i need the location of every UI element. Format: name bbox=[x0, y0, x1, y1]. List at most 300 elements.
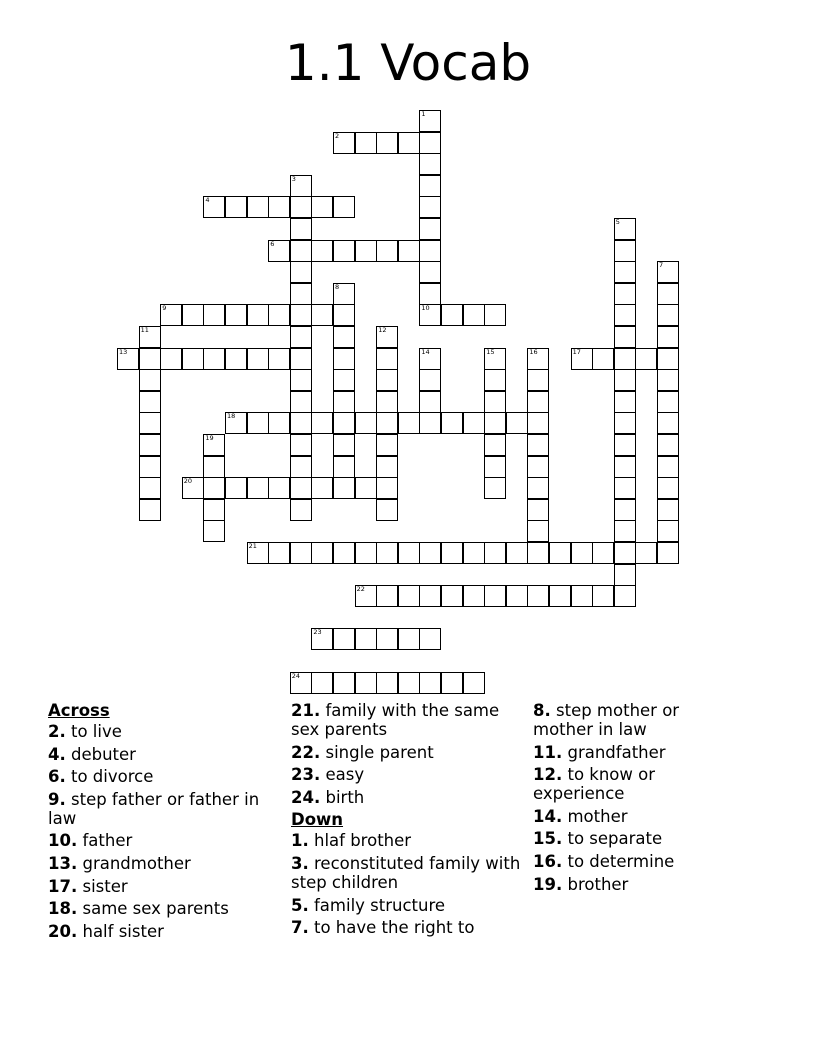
crossword-cell[interactable] bbox=[376, 585, 398, 607]
crossword-cell[interactable] bbox=[355, 412, 377, 434]
clue-item-number: 4. bbox=[48, 744, 66, 764]
crossword-cell[interactable] bbox=[333, 434, 355, 456]
crossword-cell[interactable] bbox=[527, 585, 549, 607]
crossword-cell[interactable] bbox=[527, 542, 549, 564]
crossword-cell[interactable] bbox=[657, 304, 679, 326]
clue-item bbox=[48, 831, 278, 850]
crossword-cell[interactable] bbox=[657, 434, 679, 456]
crossword-cell[interactable] bbox=[419, 261, 441, 283]
crossword-cell[interactable] bbox=[333, 304, 355, 326]
clue-item-number: 22. bbox=[291, 742, 321, 762]
clue-item-number: 5. bbox=[291, 895, 309, 915]
crossword-cell[interactable] bbox=[247, 477, 269, 499]
crossword-cell[interactable] bbox=[419, 348, 441, 370]
crossword-cell[interactable] bbox=[398, 412, 420, 434]
crossword-cell[interactable] bbox=[614, 369, 636, 391]
crossword-cell[interactable] bbox=[376, 240, 398, 262]
crossword-cell[interactable] bbox=[139, 434, 161, 456]
clue-item bbox=[48, 854, 278, 873]
crossword-cell[interactable] bbox=[247, 412, 269, 434]
crossword-cell[interactable] bbox=[376, 412, 398, 434]
crossword-cell[interactable] bbox=[311, 412, 333, 434]
crossword-cell[interactable] bbox=[419, 218, 441, 240]
crossword-cell[interactable] bbox=[441, 585, 463, 607]
clue-item-text: sister bbox=[82, 876, 128, 896]
crossword-cell[interactable] bbox=[333, 348, 355, 370]
crossword-cell[interactable] bbox=[419, 175, 441, 197]
crossword-cell[interactable] bbox=[657, 369, 679, 391]
clue-item-text: easy bbox=[325, 765, 365, 785]
crossword-cell[interactable] bbox=[139, 456, 161, 478]
clue-item-text: father bbox=[82, 831, 133, 851]
crossword-cell[interactable] bbox=[139, 412, 161, 434]
crossword-cell[interactable] bbox=[419, 542, 441, 564]
clue-item-number: 10. bbox=[48, 831, 78, 851]
clue-number: 17 bbox=[572, 347, 581, 356]
crossword-cell[interactable] bbox=[614, 261, 636, 283]
clue-item bbox=[291, 831, 523, 850]
crossword-cell[interactable] bbox=[311, 628, 333, 650]
clue-item-text: same sex parents bbox=[82, 899, 229, 919]
crossword-cell[interactable] bbox=[139, 326, 161, 348]
crossword-cell[interactable] bbox=[614, 283, 636, 305]
crossword-cell[interactable] bbox=[614, 218, 636, 240]
clue-item-text: family structure bbox=[314, 895, 446, 915]
crossword-cell[interactable] bbox=[355, 542, 377, 564]
clue-item-text: half sister bbox=[82, 921, 164, 941]
crossword-cell[interactable] bbox=[311, 477, 333, 499]
crossword-cell[interactable] bbox=[614, 520, 636, 542]
clue-item bbox=[291, 743, 523, 762]
clue-item-text: to divorce bbox=[71, 767, 154, 787]
clue-item-number: 21. bbox=[291, 701, 321, 720]
crossword-cell[interactable] bbox=[398, 132, 420, 154]
clue-number: 13 bbox=[119, 347, 128, 356]
crossword-cell[interactable] bbox=[376, 132, 398, 154]
clue-item-number: 2. bbox=[48, 722, 66, 741]
clue-item-text: to know or experience bbox=[533, 765, 656, 804]
crossword-cell[interactable] bbox=[614, 499, 636, 521]
crossword-cell[interactable] bbox=[333, 240, 355, 262]
crossword-cell[interactable] bbox=[268, 196, 290, 218]
clue-item bbox=[533, 807, 703, 826]
crossword-cell[interactable] bbox=[333, 369, 355, 391]
clue-item bbox=[291, 854, 523, 892]
clue-item bbox=[533, 852, 703, 871]
clue-item-number: 13. bbox=[48, 853, 78, 873]
crossword-cell[interactable] bbox=[657, 477, 679, 499]
clue-item-number: 14. bbox=[533, 806, 563, 826]
crossword-cell[interactable] bbox=[376, 499, 398, 521]
clue-item-number: 11. bbox=[533, 742, 563, 762]
crossword-cell[interactable] bbox=[268, 240, 290, 262]
crossword-cell[interactable] bbox=[268, 542, 290, 564]
crossword-cell[interactable] bbox=[139, 369, 161, 391]
clue-item-number: 9. bbox=[48, 789, 66, 809]
clue-item-text: mother bbox=[567, 806, 628, 826]
clue-number: 16 bbox=[529, 347, 538, 356]
crossword-cell[interactable] bbox=[182, 477, 204, 499]
crossword-cell[interactable] bbox=[311, 240, 333, 262]
crossword-cell[interactable] bbox=[614, 434, 636, 456]
crossword-cell[interactable] bbox=[333, 196, 355, 218]
crossword-cell[interactable] bbox=[419, 412, 441, 434]
crossword-cell[interactable] bbox=[419, 110, 441, 132]
clue-item-text: to determine bbox=[567, 851, 675, 871]
crossword-cell[interactable] bbox=[614, 412, 636, 434]
crossword-cell[interactable] bbox=[203, 196, 225, 218]
clue-number: 4 bbox=[205, 196, 210, 205]
crossword-cell[interactable] bbox=[333, 456, 355, 478]
clue-item-number: 17. bbox=[48, 876, 78, 896]
crossword-cell[interactable] bbox=[225, 348, 247, 370]
crossword-cell[interactable] bbox=[160, 304, 182, 326]
clue-item bbox=[533, 765, 703, 803]
crossword-cell[interactable] bbox=[290, 175, 312, 197]
clue-number: 2 bbox=[335, 131, 340, 140]
crossword-cell[interactable] bbox=[355, 240, 377, 262]
crossword-cell[interactable] bbox=[527, 412, 549, 434]
clues-column-2 bbox=[291, 701, 523, 941]
crossword-cell[interactable] bbox=[441, 412, 463, 434]
crossword-cell[interactable] bbox=[614, 456, 636, 478]
crossword-cell[interactable] bbox=[527, 520, 549, 542]
clue-item-number: 23. bbox=[291, 765, 321, 785]
crossword-cell[interactable] bbox=[139, 499, 161, 521]
crossword-cell[interactable] bbox=[247, 542, 269, 564]
crossword-cell[interactable] bbox=[139, 391, 161, 413]
crossword-cell[interactable] bbox=[160, 348, 182, 370]
crossword-cell[interactable] bbox=[290, 304, 312, 326]
crossword-cell[interactable] bbox=[376, 456, 398, 478]
clue-item-text: single parent bbox=[325, 742, 434, 762]
crossword-cell[interactable] bbox=[268, 477, 290, 499]
crossword-cell[interactable] bbox=[376, 326, 398, 348]
clue-number: 18 bbox=[227, 412, 236, 421]
crossword-cell[interactable] bbox=[571, 542, 593, 564]
crossword-cell[interactable] bbox=[657, 499, 679, 521]
crossword-cell[interactable] bbox=[419, 391, 441, 413]
crossword-cell[interactable] bbox=[333, 542, 355, 564]
page-title: 1.1 Vocab bbox=[284, 34, 532, 92]
crossword-cell[interactable] bbox=[527, 456, 549, 478]
crossword-cell[interactable] bbox=[484, 348, 506, 370]
crossword-cell[interactable] bbox=[484, 369, 506, 391]
crossword-cell[interactable] bbox=[333, 283, 355, 305]
crossword-cell[interactable] bbox=[376, 477, 398, 499]
crossword-cell[interactable] bbox=[592, 585, 614, 607]
crossword-cell[interactable] bbox=[614, 326, 636, 348]
crossword-cell[interactable] bbox=[484, 391, 506, 413]
clue-number: 20 bbox=[183, 477, 193, 486]
clue-number: 19 bbox=[205, 434, 214, 442]
crossword-cell[interactable] bbox=[549, 542, 571, 564]
crossword-cell[interactable] bbox=[614, 240, 636, 262]
crossword-cell[interactable] bbox=[657, 520, 679, 542]
crossword-cell[interactable] bbox=[376, 628, 398, 650]
crossword-cell[interactable] bbox=[225, 304, 247, 326]
clue-item bbox=[48, 722, 278, 741]
crossword-cell[interactable] bbox=[268, 412, 290, 434]
clue-item bbox=[291, 896, 523, 915]
clue-number: 1 bbox=[421, 110, 426, 118]
crossword-cell[interactable] bbox=[376, 391, 398, 413]
crossword-cell[interactable] bbox=[376, 672, 398, 694]
crossword-cell[interactable] bbox=[182, 304, 204, 326]
crossword-cell[interactable] bbox=[376, 369, 398, 391]
clue-number: 6 bbox=[270, 239, 275, 248]
crossword-cell[interactable] bbox=[139, 348, 161, 370]
crossword-cell[interactable] bbox=[657, 326, 679, 348]
crossword-cell[interactable] bbox=[290, 261, 312, 283]
crossword-cell[interactable] bbox=[290, 477, 312, 499]
crossword-cell[interactable] bbox=[419, 628, 441, 650]
crossword-cell[interactable] bbox=[203, 520, 225, 542]
clues-column-3 bbox=[533, 701, 703, 897]
crossword-cell[interactable] bbox=[333, 412, 355, 434]
crossword-cell[interactable] bbox=[398, 628, 420, 650]
clue-item-number: 6. bbox=[48, 767, 66, 787]
crossword-cell[interactable] bbox=[290, 326, 312, 348]
crossword-cell[interactable] bbox=[247, 304, 269, 326]
crossword-cell[interactable] bbox=[355, 132, 377, 154]
crossword-cell[interactable] bbox=[225, 196, 247, 218]
clue-number: 23 bbox=[313, 628, 322, 637]
crossword-cell[interactable] bbox=[657, 412, 679, 434]
crossword-cell[interactable] bbox=[463, 672, 485, 694]
crossword-cell[interactable] bbox=[203, 477, 225, 499]
clue-item bbox=[533, 875, 703, 894]
clue-number: 15 bbox=[486, 347, 495, 356]
clue-item-number: 8. bbox=[533, 701, 551, 720]
crossword-cell[interactable] bbox=[484, 477, 506, 499]
crossword-cell[interactable] bbox=[333, 391, 355, 413]
crossword-cell[interactable] bbox=[441, 304, 463, 326]
crossword-cell[interactable] bbox=[203, 499, 225, 521]
crossword-cell[interactable] bbox=[398, 672, 420, 694]
crossword-cell[interactable] bbox=[463, 304, 485, 326]
crossword-cell[interactable] bbox=[355, 672, 377, 694]
clue-item bbox=[48, 922, 278, 941]
clue-item-text: step father or father in law bbox=[48, 789, 260, 828]
crossword-cell[interactable] bbox=[635, 348, 657, 370]
crossword-cell[interactable] bbox=[290, 391, 312, 413]
crossword-cell[interactable] bbox=[290, 240, 312, 262]
crossword-cell[interactable] bbox=[441, 542, 463, 564]
clues-column-1 bbox=[48, 701, 278, 944]
clue-item-number: 18. bbox=[48, 899, 78, 919]
crossword-cell[interactable] bbox=[290, 456, 312, 478]
clue-item-text: to have the right to bbox=[314, 918, 475, 938]
crossword-cell[interactable] bbox=[203, 304, 225, 326]
crossword-cell[interactable] bbox=[355, 477, 377, 499]
crossword-cell[interactable] bbox=[657, 456, 679, 478]
clue-item bbox=[291, 788, 523, 807]
clue-item-text: birth bbox=[325, 787, 365, 807]
crossword-cell[interactable] bbox=[290, 348, 312, 370]
clue-item-number: 15. bbox=[533, 829, 563, 849]
crossword-cell[interactable] bbox=[527, 369, 549, 391]
crossword-cell[interactable] bbox=[290, 434, 312, 456]
clue-number: 11 bbox=[140, 326, 149, 334]
clue-item-text: step mother or mother in law bbox=[533, 701, 680, 739]
crossword-cell[interactable] bbox=[225, 477, 247, 499]
clue-item-text: grandfather bbox=[567, 742, 666, 762]
crossword-cell[interactable] bbox=[657, 391, 679, 413]
crossword-cell[interactable] bbox=[311, 542, 333, 564]
crossword-cell[interactable] bbox=[333, 477, 355, 499]
clue-number: 10 bbox=[421, 304, 430, 313]
crossword-cell[interactable] bbox=[203, 456, 225, 478]
crossword-cell[interactable] bbox=[419, 283, 441, 305]
crossword-cell[interactable] bbox=[614, 585, 636, 607]
clue-number: 24 bbox=[291, 671, 301, 680]
crossword-cell[interactable] bbox=[268, 304, 290, 326]
crossword-cell[interactable] bbox=[290, 499, 312, 521]
crossword-cell[interactable] bbox=[203, 348, 225, 370]
crossword-cell[interactable] bbox=[657, 283, 679, 305]
crossword-cell[interactable] bbox=[484, 412, 506, 434]
crossword-cell[interactable] bbox=[333, 628, 355, 650]
clue-item-number: 1. bbox=[291, 831, 309, 851]
crossword-cell[interactable] bbox=[419, 196, 441, 218]
crossword-cell[interactable] bbox=[506, 412, 528, 434]
clue-item-number: 19. bbox=[533, 874, 563, 894]
crossword-cell[interactable] bbox=[614, 564, 636, 586]
crossword-cell[interactable] bbox=[290, 412, 312, 434]
crossword-cell[interactable] bbox=[463, 412, 485, 434]
crossword-cell[interactable] bbox=[139, 477, 161, 499]
crossword-cell[interactable] bbox=[549, 585, 571, 607]
crossword-cell[interactable] bbox=[527, 391, 549, 413]
crossword-cell[interactable] bbox=[419, 132, 441, 154]
crossword-cell[interactable] bbox=[355, 628, 377, 650]
crossword-cell[interactable] bbox=[635, 542, 657, 564]
crossword-cell[interactable] bbox=[657, 348, 679, 370]
crossword-cell[interactable] bbox=[527, 477, 549, 499]
clue-heading: Down bbox=[291, 810, 344, 830]
clue-item-number: 3. bbox=[291, 853, 309, 873]
clue-item bbox=[533, 701, 703, 739]
crossword-cell[interactable] bbox=[311, 672, 333, 694]
crossword-cell[interactable] bbox=[333, 132, 355, 154]
crossword-cell[interactable] bbox=[463, 585, 485, 607]
crossword-cell[interactable] bbox=[506, 542, 528, 564]
clue-item-text: family with the same sex parents bbox=[291, 701, 500, 739]
crossword-cell[interactable] bbox=[398, 585, 420, 607]
crossword-cell[interactable] bbox=[398, 240, 420, 262]
clue-item-number: 24. bbox=[291, 787, 321, 807]
crossword-cell[interactable] bbox=[290, 542, 312, 564]
clue-item-text: hlaf brother bbox=[314, 831, 412, 851]
crossword-cell[interactable] bbox=[527, 434, 549, 456]
crossword-cell[interactable] bbox=[311, 196, 333, 218]
clue-item bbox=[48, 745, 278, 764]
clue-item bbox=[533, 743, 703, 762]
crossword-cell[interactable] bbox=[614, 348, 636, 370]
crossword-cell[interactable] bbox=[203, 434, 225, 456]
crossword-cell[interactable] bbox=[376, 542, 398, 564]
crossword-cell[interactable] bbox=[614, 542, 636, 564]
clue-number: 3 bbox=[291, 174, 296, 183]
clue-item-text: to separate bbox=[567, 829, 663, 849]
clue-item-number: 20. bbox=[48, 921, 78, 941]
crossword-cell[interactable] bbox=[484, 585, 506, 607]
clue-number: 7 bbox=[659, 261, 664, 270]
crossword-cell[interactable] bbox=[311, 304, 333, 326]
crossword-cell[interactable] bbox=[571, 585, 593, 607]
clue-heading: Across bbox=[48, 701, 110, 720]
crossword-cell[interactable] bbox=[419, 672, 441, 694]
crossword-cell[interactable] bbox=[290, 283, 312, 305]
clue-number: 8 bbox=[335, 282, 340, 291]
clue-number: 5 bbox=[615, 218, 620, 226]
crossword-cell[interactable] bbox=[247, 196, 269, 218]
clue-item-number: 7. bbox=[291, 918, 309, 938]
crossword-cell[interactable] bbox=[247, 348, 269, 370]
crossword-cell[interactable] bbox=[376, 434, 398, 456]
clue-item-text: grandmother bbox=[82, 853, 191, 873]
clue-item-number: 16. bbox=[533, 851, 563, 871]
crossword-cell[interactable] bbox=[268, 348, 290, 370]
crossword-cell[interactable] bbox=[419, 304, 441, 326]
crossword-cell[interactable] bbox=[419, 369, 441, 391]
crossword-cell[interactable] bbox=[657, 261, 679, 283]
crossword-cell[interactable] bbox=[571, 348, 593, 370]
clue-item bbox=[48, 767, 278, 786]
crossword-cell[interactable] bbox=[506, 585, 528, 607]
clue-item bbox=[291, 701, 523, 739]
crossword-cell[interactable] bbox=[376, 348, 398, 370]
clue-number: 12 bbox=[378, 326, 387, 334]
crossword-cell[interactable] bbox=[419, 240, 441, 262]
crossword-cell[interactable] bbox=[614, 304, 636, 326]
clue-item-number: 12. bbox=[533, 765, 563, 785]
crossword-cell[interactable] bbox=[290, 369, 312, 391]
crossword-cell[interactable] bbox=[290, 218, 312, 240]
crossword-cell[interactable] bbox=[225, 412, 247, 434]
crossword-cell[interactable] bbox=[484, 434, 506, 456]
crossword-cell[interactable] bbox=[333, 672, 355, 694]
crossword-cell[interactable] bbox=[592, 542, 614, 564]
crossword-cell[interactable] bbox=[182, 348, 204, 370]
crossword-cell[interactable] bbox=[484, 304, 506, 326]
crossword-cell[interactable] bbox=[614, 391, 636, 413]
crossword-cell[interactable] bbox=[527, 348, 549, 370]
crossword-cell[interactable] bbox=[657, 542, 679, 564]
clue-item-text: to live bbox=[71, 722, 122, 741]
crossword-cell[interactable] bbox=[419, 585, 441, 607]
crossword-cell[interactable] bbox=[484, 456, 506, 478]
clue-number: 14 bbox=[421, 347, 430, 356]
crossword-cell[interactable] bbox=[333, 326, 355, 348]
crossword-cell[interactable] bbox=[355, 585, 377, 607]
crossword-cell[interactable] bbox=[614, 477, 636, 499]
clue-item bbox=[48, 899, 278, 918]
clue-item-text: reconstituted family with step children bbox=[291, 853, 521, 892]
crossword-cell[interactable] bbox=[419, 153, 441, 175]
crossword-cell[interactable] bbox=[290, 672, 312, 694]
crossword-cell[interactable] bbox=[398, 542, 420, 564]
clue-number: 9 bbox=[162, 304, 167, 313]
crossword-cell[interactable] bbox=[484, 542, 506, 564]
crossword-cell[interactable] bbox=[290, 196, 312, 218]
crossword-cell[interactable] bbox=[527, 499, 549, 521]
crossword-cell[interactable] bbox=[441, 672, 463, 694]
crossword-cell[interactable] bbox=[592, 348, 614, 370]
crossword-cell[interactable] bbox=[463, 542, 485, 564]
crossword-cell[interactable] bbox=[117, 348, 139, 370]
